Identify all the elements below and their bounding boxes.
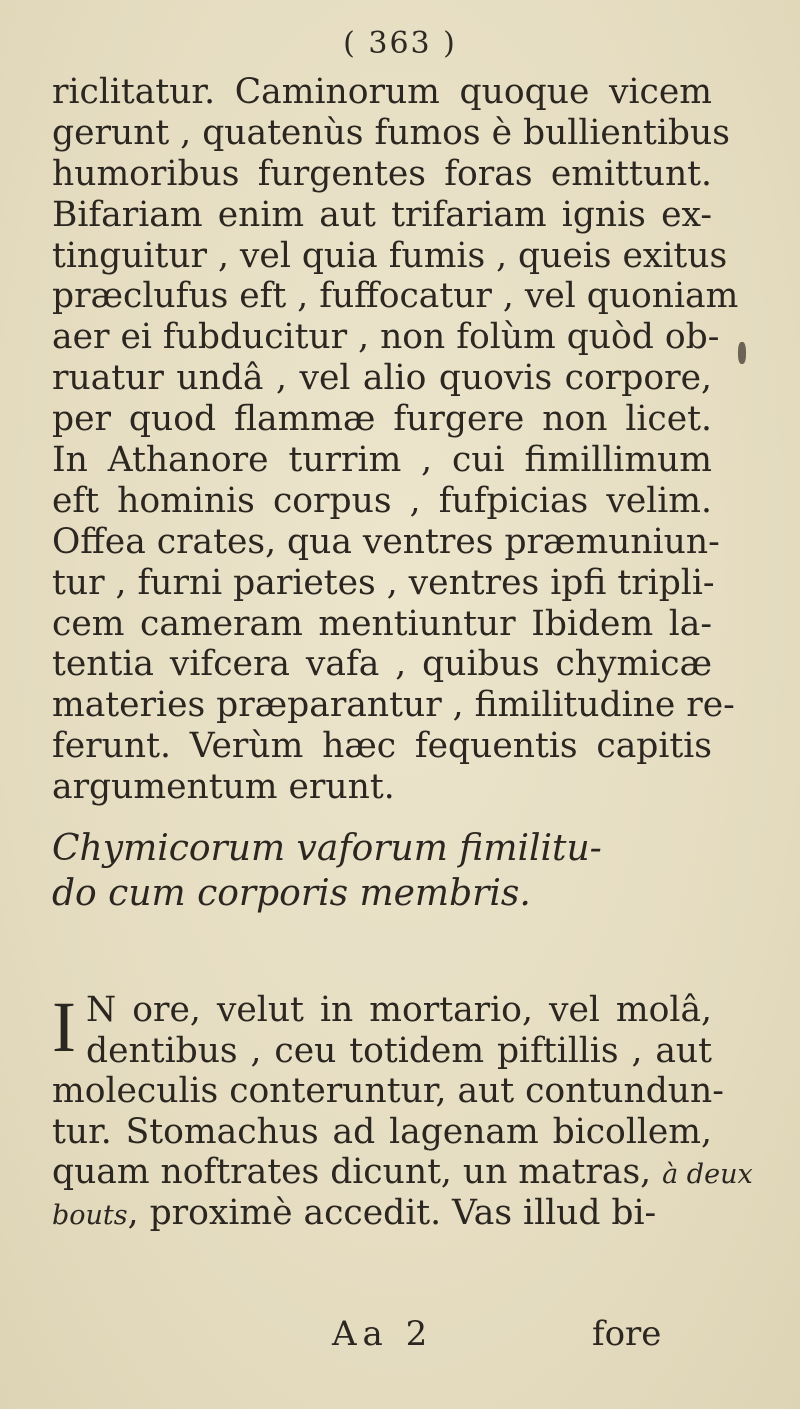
second-paragraph	[52, 990, 753, 1233]
section-heading	[52, 826, 712, 916]
page-footer	[0, 1314, 800, 1354]
text-line: præclufus eft , fuffocatur , vel quoniam	[52, 276, 739, 317]
text-line: tentia vifcera vafa , quibus chymicæ	[52, 644, 712, 685]
text-line: cem cameram mentiuntur Ibidem la-	[52, 603, 712, 644]
catchword: fore	[592, 1314, 662, 1354]
italic-phrase: à deux	[662, 1159, 753, 1190]
italic-phrase: bouts	[52, 1199, 128, 1231]
text-line: tinguitur , vel quia fumis , queis exitus	[52, 235, 728, 276]
ink-blot-decoration	[738, 342, 746, 364]
text-line: eft hominis corpus , fufpicias velim.	[52, 480, 712, 521]
signature-mark: Aa 2	[332, 1314, 434, 1354]
text-line: tur , furni parietes , ventres ipfi tripli-	[52, 562, 715, 603]
text-line: gerunt , quatenùs fumos è bullientibus	[52, 112, 730, 153]
text-line: moleculis conteruntur, aut contundun-	[52, 1071, 724, 1111]
text-line: dentibus , ceu totidem piftillis , aut	[85, 1030, 712, 1071]
text-segment: quam noftrates dicunt, un matras,	[52, 1152, 652, 1192]
text-line: riclitatur. Caminorum quoque vicem	[52, 72, 712, 112]
text-line: Bifariam enim aut trifariam ignis ex-	[52, 194, 712, 235]
text-line: N ore, velut in mortario, vel molâ,	[85, 990, 712, 1030]
heading-line: do cum corporis membris.	[52, 873, 531, 914]
text-line: humoribus furgentes foras emittunt.	[52, 153, 712, 194]
text-line: aer ei fubducitur , non folùm quòd ob-	[52, 317, 720, 358]
text-line: per quod flammæ furgere non licet.	[52, 399, 712, 440]
text-line: ruatur undâ , vel alio quovis corpore,	[52, 358, 712, 399]
text-line: tur. Stomachus ad lagenam bicollem,	[52, 1111, 712, 1152]
text-line	[52, 1152, 753, 1193]
body-paragraph	[52, 72, 739, 808]
text-line: ferunt. Verùm hæc fequentis capitis	[52, 726, 712, 767]
text-line: In Athanore turrim , cui fimillimum	[52, 440, 712, 481]
page-number: ( 363 )	[343, 26, 457, 61]
text-line: Offea crates, qua ventres præmuniun-	[52, 521, 720, 562]
text-segment: , proximè accedit. Vas illud bi-	[127, 1192, 657, 1233]
text-line: materies præparantur , fimilitudine re-	[52, 685, 735, 726]
text-line	[52, 1193, 712, 1234]
drop-cap: I	[52, 990, 76, 1067]
heading-line: Chymicorum vaforum fimilitu-	[52, 828, 602, 869]
text-line: argumentum erunt.	[52, 767, 395, 808]
